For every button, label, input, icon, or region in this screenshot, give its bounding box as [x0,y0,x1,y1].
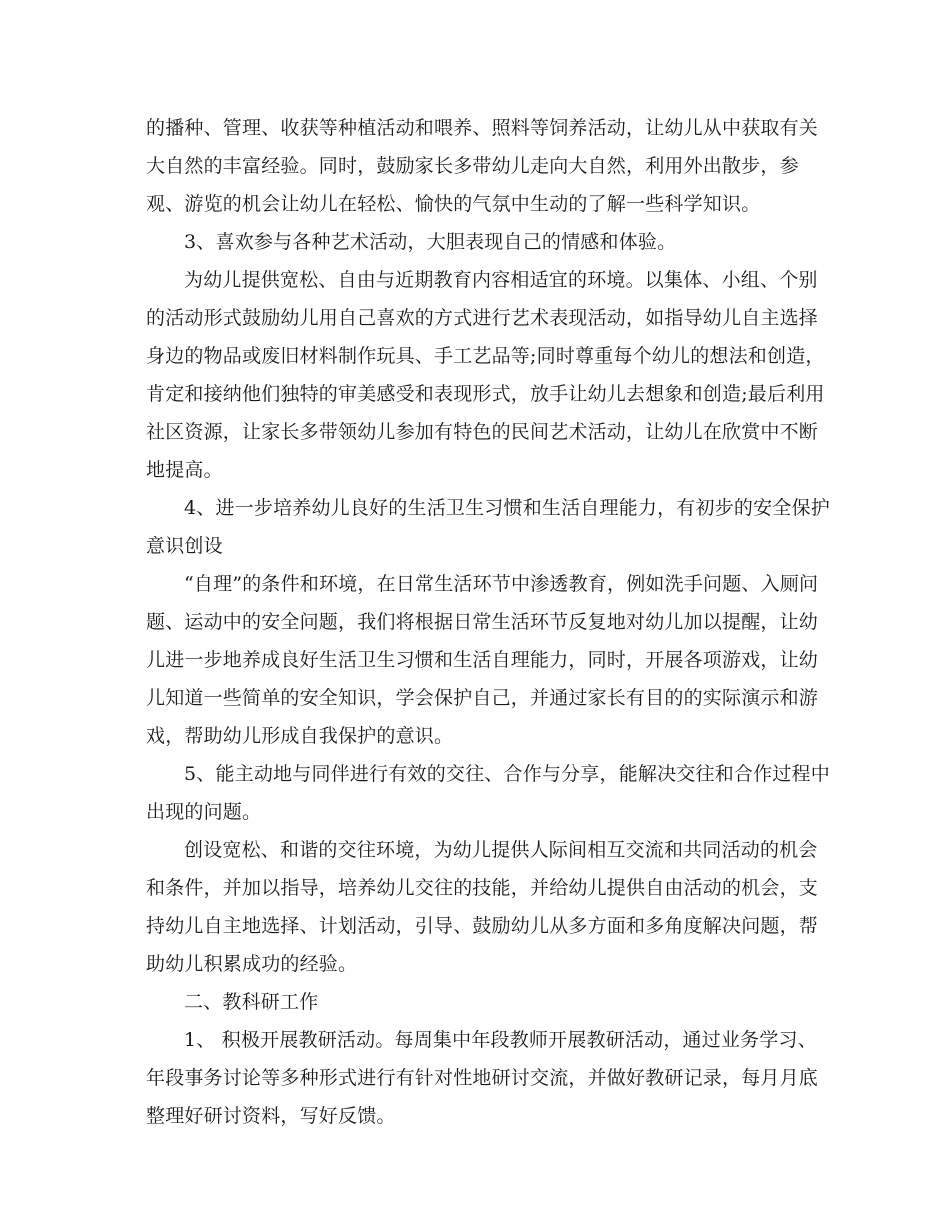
text-line: 整理好研讨资料，写好反馈。 [146,1105,396,1127]
text-line: 出现的问题。 [146,801,262,823]
text-line: “自理”的条件和环境，在日常生活环节中渗透教育，例如洗手问题、入厕问 [184,573,819,595]
text-line: 大自然的丰富经验。同时，鼓励家长多带幼儿走向大自然，利用外出散步，参 [146,155,799,177]
text-line: 1、 积极开展教研活动。每周集中年段教师开展教研活动，通过业务学习、 [184,1029,817,1051]
text-line: 为幼儿提供宽松、自由与近期教育内容相适宜的环境。以集体、小组、个别 [184,269,818,291]
text-line: 持幼儿自主地选择、计划活动，引导、鼓励幼儿从多方面和多角度解决问题，帮 [146,915,819,937]
section-heading: 二、教科研工作 [184,991,319,1013]
text-line: 的活动形式鼓励幼儿用自己喜欢的方式进行艺术表现活动，如指导幼儿自主选择 [146,307,819,329]
text-line: 肯定和接纳他们独特的审美感受和表现形式，放手让幼儿去想象和创造;最后利用 [146,383,825,405]
text-line: 的播种、管理、收获等种植活动和喂养、照料等饲养活动，让幼儿从中获取有关 [146,117,819,139]
text-line: 年段事务讨论等多种形式进行有针对性地研讨交流，并做好教研记录，每月月底 [146,1067,819,1089]
section-heading: 3、喜欢参与各种艺术活动，大胆表现自己的情感和体验。 [184,231,677,253]
text-line: 儿进一步地养成良好生活卫生习惯和生活自理能力，同时，开展各项游戏，让幼 [146,649,819,671]
section-heading: 4、进一步培养幼儿良好的生活卫生习惯和生活自理能力，有初步的安全保护 [184,497,830,519]
text-line: 创设宽松、和谐的交往环境，为幼儿提供人际间相互交流和共同活动的机会 [184,839,818,861]
text-line: 地提高。 [146,459,223,481]
section-heading: 5、能主动地与同伴进行有效的交往、合作与分享，能解决交往和合作过程中 [184,763,830,785]
text-line: 意识创设 [146,535,223,557]
text-line: 社区资源，让家长多带领幼儿参加有特色的民间艺术活动，让幼儿在欣赏中不断 [146,421,819,443]
text-line: 助幼儿积累成功的经验。 [146,953,358,975]
text-line: 身边的物品或废旧材料制作玩具、手工艺品等;同时尊重每个幼儿的想法和创造， [146,345,825,367]
text-line: 儿知道一些简单的安全知识，学会保护自己，并通过家长有目的的实际演示和游 [146,687,819,709]
text-line: 题、运动中的安全问题，我们将根据日常生活环节反复地对幼儿加以提醒，让幼 [146,611,819,633]
text-line: 和条件，并加以指导，培养幼儿交往的技能，并给幼儿提供自由活动的机会，支 [146,877,819,899]
text-line: 观、游览的机会让幼儿在轻松、愉快的气氛中生动的了解一些科学知识。 [146,193,761,215]
text-line: 戏，帮助幼儿形成自我保护的意识。 [146,725,454,747]
